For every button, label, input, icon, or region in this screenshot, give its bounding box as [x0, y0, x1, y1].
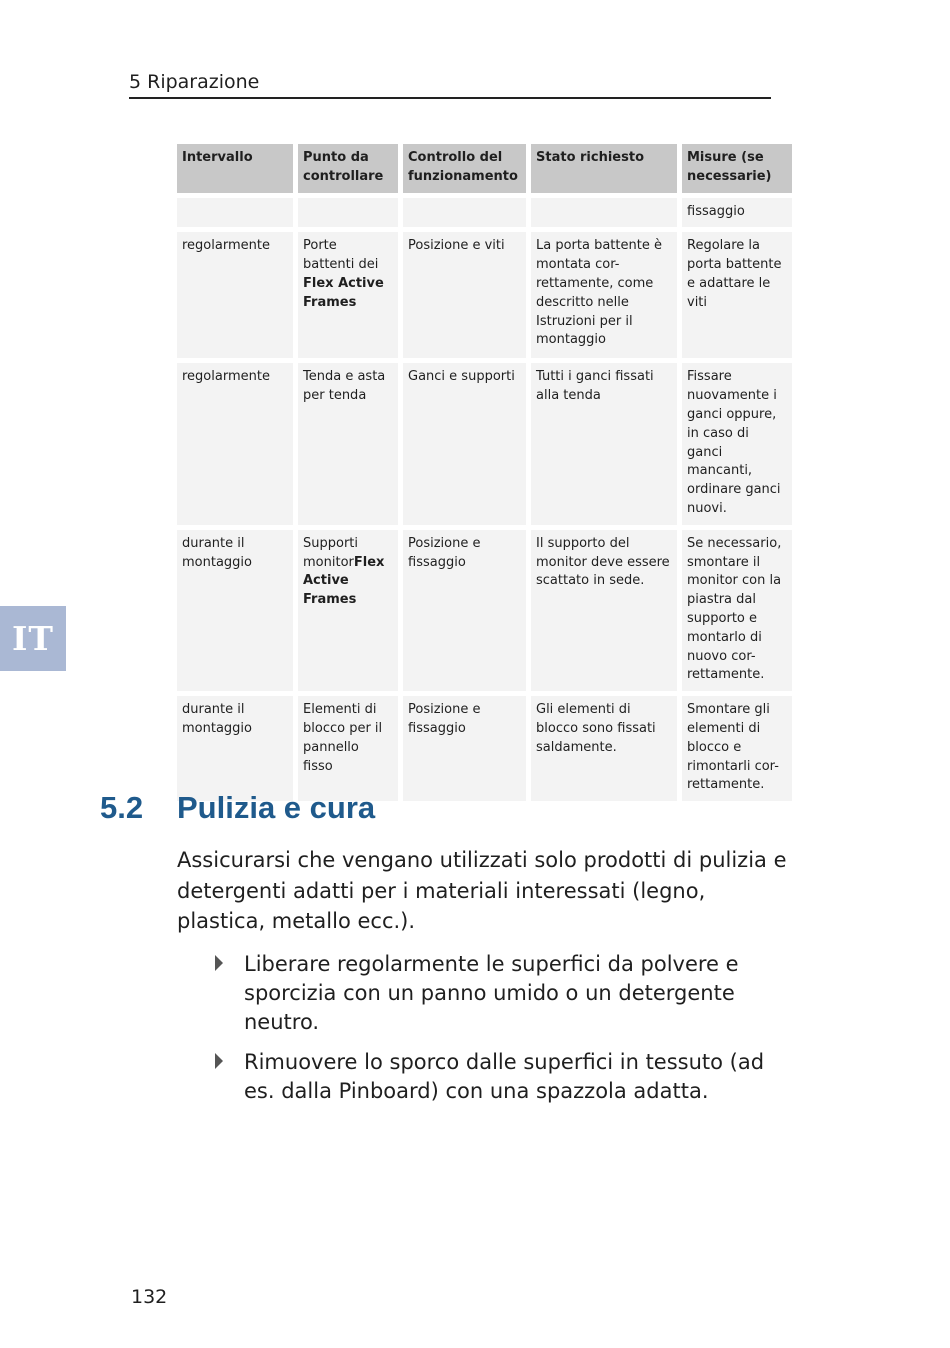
- check-point-text: Supporti monitor: [303, 535, 359, 570]
- table-row: [177, 530, 792, 691]
- check-point-cell: [298, 530, 398, 691]
- list-item: [213, 1048, 793, 1106]
- table-cell: [403, 198, 526, 228]
- measures-cell: Regolare la porta battente e adattare le viti: [682, 232, 792, 358]
- instruction-list: [213, 950, 793, 1117]
- interval-cell: regolarmente: [177, 232, 293, 358]
- table-cell: [298, 198, 398, 228]
- list-item-text: Rimuovere lo sporco dalle superfici in tessuto (ad es. dalla Pinboard) con una spazzola adatta.: [244, 1050, 765, 1103]
- running-header: [129, 70, 771, 99]
- check-point-cell: [298, 363, 398, 524]
- table-row: [177, 363, 792, 524]
- function-check-cell: Posizione e fissaggio: [403, 530, 526, 691]
- check-point-text: Elementi di blocco per il pannello fisso: [303, 702, 383, 774]
- measures-cell: Se necessario, smontare il monitor con la piastra dal supporto e montarlo di nuovo cor-rettamente.: [682, 530, 792, 691]
- check-point-text: Porte battenti dei: [303, 238, 379, 273]
- language-tab: [0, 606, 66, 671]
- section-number: 5.2: [100, 790, 144, 825]
- table-row: [177, 198, 792, 228]
- function-check-cell: Posizione e fissaggio: [403, 696, 526, 801]
- check-point-product: Flex Active Frames: [303, 275, 384, 310]
- check-point-product: Flex Active Frames: [303, 554, 385, 608]
- header-function-check: Controllo del funzionamento: [403, 144, 526, 193]
- table-header-row: [177, 144, 792, 193]
- language-tab-label: IT: [12, 619, 54, 658]
- table-cell: [531, 198, 677, 228]
- required-state-cell: La porta battente è montata cor-rettamente, come descritto nelle Istruzioni per il montaggio: [531, 232, 677, 358]
- required-state-cell: Tutti i ganci fissati alla tenda: [531, 363, 677, 524]
- table-row: [177, 696, 792, 801]
- check-point-cell: [298, 696, 398, 801]
- section-title: Pulizia e cura: [177, 790, 376, 825]
- header-measures: Misure (se necessarie): [682, 144, 792, 193]
- section-intro: Assicurarsi che vengano utilizzati solo prodotti di pulizia e detergenti adatti per i materiali interessati (legno, plastica, metallo ecc.).: [177, 848, 787, 933]
- required-state-cell: Il supporto del monitor deve essere scattato in sede.: [531, 530, 677, 691]
- check-point-cell: [298, 232, 398, 358]
- measures-cell: Smontare gli elementi di blocco e rimontarli cor-rettamente.: [682, 696, 792, 801]
- table-cell: [177, 198, 293, 228]
- check-point-text: Tenda e asta per tenda: [303, 369, 386, 404]
- header-interval: Intervallo: [177, 144, 293, 193]
- list-item-text: Liberare regolarmente le superfici da polvere e sporcizia con un panno umido o un detergente neutro.: [244, 952, 739, 1034]
- required-state-cell: Gli elementi di blocco sono fissati saldamente.: [531, 696, 677, 801]
- header-required-state: Stato richiesto: [531, 144, 677, 193]
- list-item: [213, 950, 793, 1037]
- triangle-bullet-icon: [215, 955, 223, 971]
- table-row: [177, 232, 792, 358]
- page-number: 132: [131, 1286, 168, 1308]
- function-check-cell: Ganci e supporti: [403, 363, 526, 524]
- table-cell: fissaggio: [682, 198, 792, 228]
- measures-cell: Fissare nuovamente i ganci oppure, in caso di ganci mancanti, ordinare ganci nuovi.: [682, 363, 792, 524]
- chapter-title: 5 Riparazione: [129, 71, 260, 93]
- maintenance-table: [172, 139, 797, 806]
- triangle-bullet-icon: [215, 1053, 223, 1069]
- function-check-cell: Posizione e viti: [403, 232, 526, 358]
- interval-cell: durante il montaggio: [177, 530, 293, 691]
- interval-cell: durante il montaggio: [177, 696, 293, 801]
- interval-cell: regolarmente: [177, 363, 293, 524]
- header-check-point: Punto da controllare: [298, 144, 398, 193]
